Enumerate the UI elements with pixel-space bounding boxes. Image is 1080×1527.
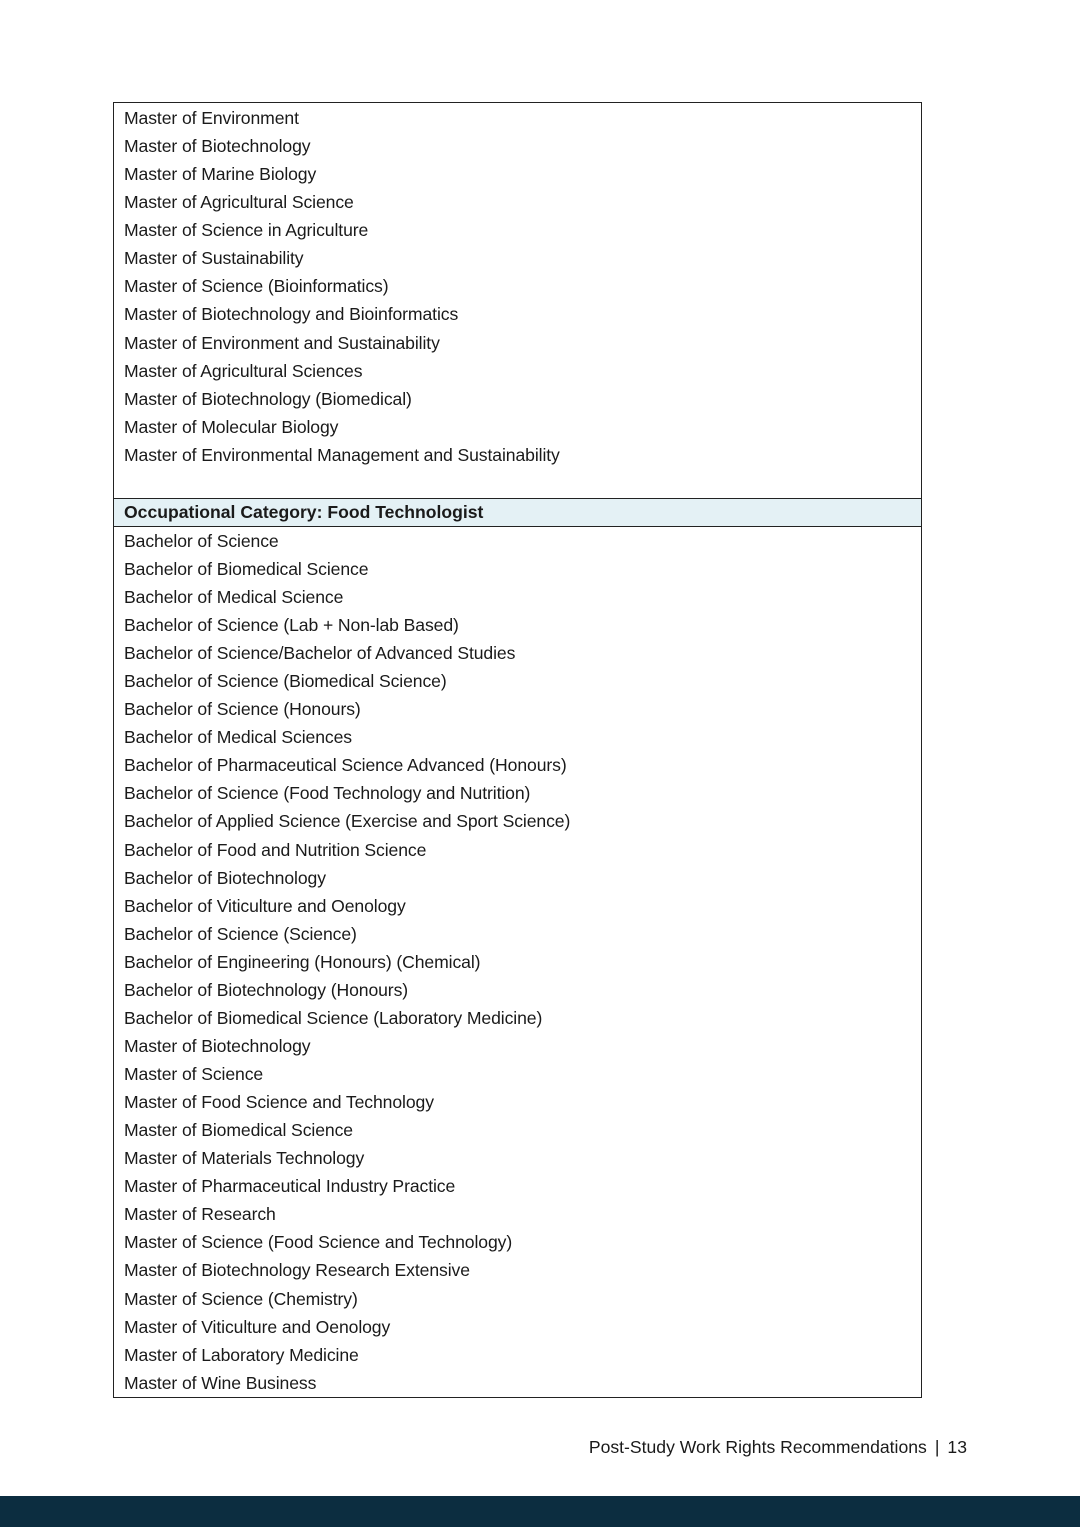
list-item: Master of Wine Business [124, 1372, 317, 1393]
list-item: Master of Biomedical Science [124, 1120, 353, 1141]
list-item: Bachelor of Food and Nutrition Science [124, 839, 427, 860]
list-item: Bachelor of Science (Lab + Non-lab Based) [124, 615, 459, 635]
list-item: Bachelor of Science (Biomedical Science) [124, 671, 447, 692]
list-item: Bachelor of Biomedical Science [124, 558, 369, 579]
list-item: Master of Environment [124, 108, 299, 128]
category-heading: Occupational Category: Food Technologist [114, 498, 921, 527]
list-item: Master of Molecular Biology [124, 416, 339, 437]
footer-separator: | [934, 1437, 940, 1457]
list-item: Master of Food Science and Technology [124, 1092, 434, 1113]
footer-title: Post-Study Work Rights Recommendations [588, 1437, 927, 1457]
list-item: Master of Sustainability [124, 248, 304, 269]
degree-table [113, 102, 922, 1398]
list-item: Bachelor of Science [124, 530, 279, 551]
list-item: Master of Science in Agriculture [124, 220, 369, 241]
previous-category-list [114, 103, 921, 498]
list-item: Master of Agricultural Sciences [124, 360, 363, 381]
list-item: Master of Environment and Sustainability [124, 332, 440, 353]
list-item: Bachelor of Biotechnology (Honours) [124, 979, 409, 1000]
list-item: Master of Marine Biology [124, 164, 317, 185]
list-item: Bachelor of Pharmaceutical Science Advanced (Honours) [124, 755, 567, 776]
list-item: Master of Science (Chemistry) [124, 1288, 358, 1309]
list-item: Bachelor of Applied Science (Exercise and Sport Science) [124, 811, 571, 832]
list-item: Bachelor of Viticulture and Oenology [124, 895, 406, 916]
list-item: Master of Laboratory Medicine [124, 1344, 359, 1365]
page-number: 13 [947, 1437, 967, 1457]
list-item: Master of Science (Food Science and Technology) [124, 1232, 513, 1253]
list-item: Master of Biotechnology Research Extensive [124, 1260, 470, 1281]
food-technologist-list [114, 527, 921, 1397]
list-item: Master of Pharmaceutical Industry Practice [124, 1176, 456, 1197]
list-item: Bachelor of Science (Science) [124, 923, 357, 944]
list-item: Master of Research [124, 1204, 276, 1225]
list-item: Bachelor of Medical Science [124, 586, 344, 607]
list-item: Bachelor of Biomedical Science (Laboratory Medicine) [124, 1007, 543, 1028]
bottom-bar [0, 1496, 1080, 1527]
list-item: Bachelor of Science (Honours) [124, 699, 361, 720]
list-item: Master of Science (Bioinformatics) [124, 276, 389, 297]
page-footer [0, 1437, 967, 1458]
list-item: Bachelor of Engineering (Honours) (Chemical) [124, 951, 481, 972]
list-item: Bachelor of Science/Bachelor of Advanced Studies [124, 643, 516, 664]
list-item: Master of Agricultural Science [124, 192, 354, 213]
list-item: Master of Science [124, 1064, 264, 1084]
list-item: Master of Materials Technology [124, 1148, 365, 1169]
list-item: Bachelor of Science (Food Technology and Nutrition) [124, 783, 531, 804]
list-item: Bachelor of Medical Sciences [124, 727, 352, 748]
list-item: Master of Biotechnology (Biomedical) [124, 388, 412, 409]
list-item: Bachelor of Biotechnology [124, 867, 326, 888]
list-item: Master of Environmental Management and Sustainability [124, 444, 560, 465]
list-item: Master of Biotechnology and Bioinformatics [124, 304, 459, 325]
list-item: Master of Viticulture and Oenology [124, 1316, 391, 1337]
list-item: Master of Biotechnology [124, 136, 311, 157]
list-item: Master of Biotechnology [124, 1035, 311, 1056]
